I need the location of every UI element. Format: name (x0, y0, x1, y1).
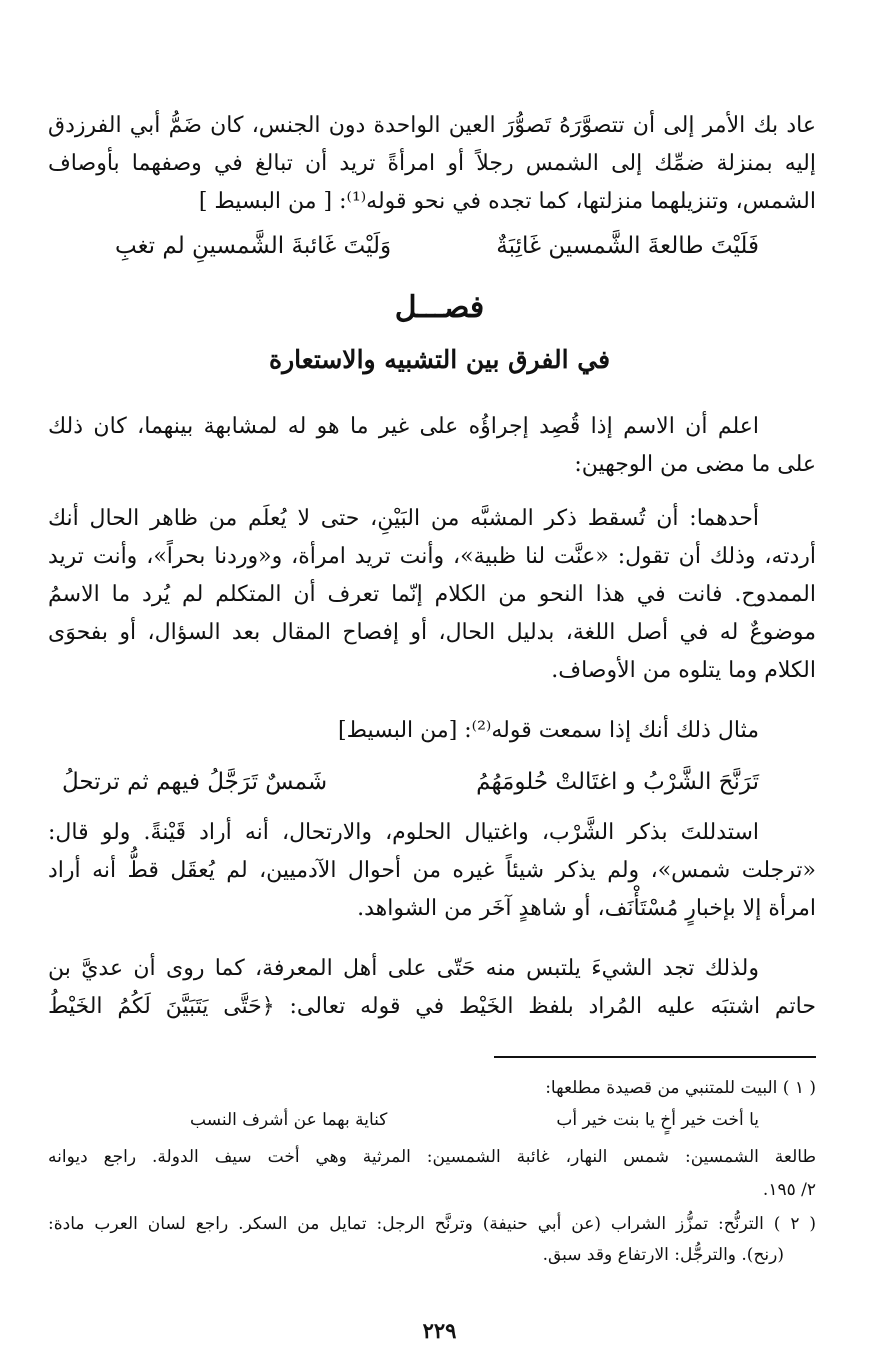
verse-hemistich-right: فَلَيْتَ طالعةَ الشَّمسين غَائِبَةٌ (496, 233, 759, 259)
body-line: على ما مضى من الوجهين: (574, 452, 816, 477)
footnote-separator (494, 1056, 816, 1058)
body-line: أردته، وذلك أن تقول: «عنَّت لنا ظبية»، وأنت تريد امرأة، و«وردنا بحراً»، وأنت تريد (48, 544, 816, 569)
footnote-verse-right: يا أخت خير أخٍ يا بنت خير أب (556, 1110, 759, 1130)
footnote-1: ( ١ ) البيت للمتنبي من قصيدة مطلعها: (545, 1078, 816, 1098)
body-line: إليه بمنزلة ضمِّك إلى الشمس رجلاً أو امرأةً تريد أن تبالغ في وصفهما بأوصاف (48, 151, 817, 176)
body-line: الشمس، وتنزيلهما منزلتها، كما تجده في نحو قوله⁽¹⁾: [ من البسيط ] (198, 189, 816, 214)
body-line: الممدوح. فانت في هذا النحو من الكلام إنّما تعرف أن المتكلم لم يُرد ما الاسمُ (48, 582, 816, 607)
page-number: ٢٢٩ (422, 1318, 457, 1343)
verse-hemistich-left: شَمسٌ تَرَجَّلُ فيهم ثم ترتحلُ (62, 769, 328, 795)
footnote-verse-left: كناية بهما عن أشرف النسب (190, 1110, 388, 1130)
body-line: موضوعٌ له في أصل اللغة، بدليل الحال، أو إفصاح المقال بعد السؤال، أو بفحوَى (48, 620, 816, 645)
body-line: مثال ذلك أنك إذا سمعت قوله⁽²⁾: [من البسيط] (337, 718, 759, 743)
footnote-line: (رنح). والترجُّل: الارتفاع وقد سبق. (542, 1245, 784, 1265)
footnote-line: طالعة الشمسين: شمس النهار، غائبة الشمسين: المرثية وهي أخت سيف الدولة. راجع ديوانه (48, 1147, 816, 1167)
section-subtitle: في الفرق بين التشبيه والاستعارة (268, 345, 611, 374)
body-line: امرأة إلا بإخبارٍ مُسْتَأْنَف، أو شاهدٍ آخَر من الشواهد. (357, 896, 816, 921)
section-title: فصـــل (394, 290, 485, 325)
body-line: حاتم اشتبَه عليه المُراد بلفظ الخَيْط في قوله تعالى: ﴿حَتَّى يَتَبَيَّنَ لَكُمُ الخَيْطُ (48, 994, 816, 1019)
body-line: استدللتَ بذكر الشَّرْب، واغتيال الحلوم، والارتحال، أنه أراد قَيْنةً. ولو قال: (48, 820, 759, 845)
body-line: الكلام وما يتلوه من الأوصاف. (551, 658, 816, 683)
body-line: أحدهما: أن تُسقط ذكر المشبَّه من البَيْنِ، حتى لا يُعلَم من ظاهر الحال أنك (48, 506, 759, 531)
verse-hemistich-right: تَرَنَّحَ الشَّرْبُ و اغتَالتْ حُلومَهُمُ (476, 769, 759, 795)
footnote-2: ( ٢ ) الترنُّح: تمزُّز الشراب (عن أبي حنيفة) وترنَّح الرجل: تمايل من السكر. راجع لسان العرب مادة: (48, 1214, 816, 1234)
footnote-line: ٢/ ١٩٥. (762, 1180, 816, 1200)
body-line: ولذلك تجد الشيءَ يلتبس منه حَتّى على أهل المعرفة، كما روى أن عديَّ بن (48, 956, 759, 981)
body-line: «ترجلت شمس»، ولم يذكر شيئاً غيره من أحوال الآدميين، لم يُعقَل قطُّ أنه أراد (48, 858, 816, 883)
body-line: اعلم أن الاسم إذا قُصِد إجراؤُه على غير ما هو له لمشابهة بينهما، كان ذلك (48, 414, 759, 439)
body-line: عاد بك الأمر إلى أن تتصوَّرَهُ تَصوُّرَ العين الواحدة دون الجنس، كان ضَمُّ أبي الفرزدق (48, 113, 816, 138)
verse-hemistich-left: وَلَيْتَ غَائبةَ الشَّمسينِ لم تغبِ (115, 233, 392, 259)
